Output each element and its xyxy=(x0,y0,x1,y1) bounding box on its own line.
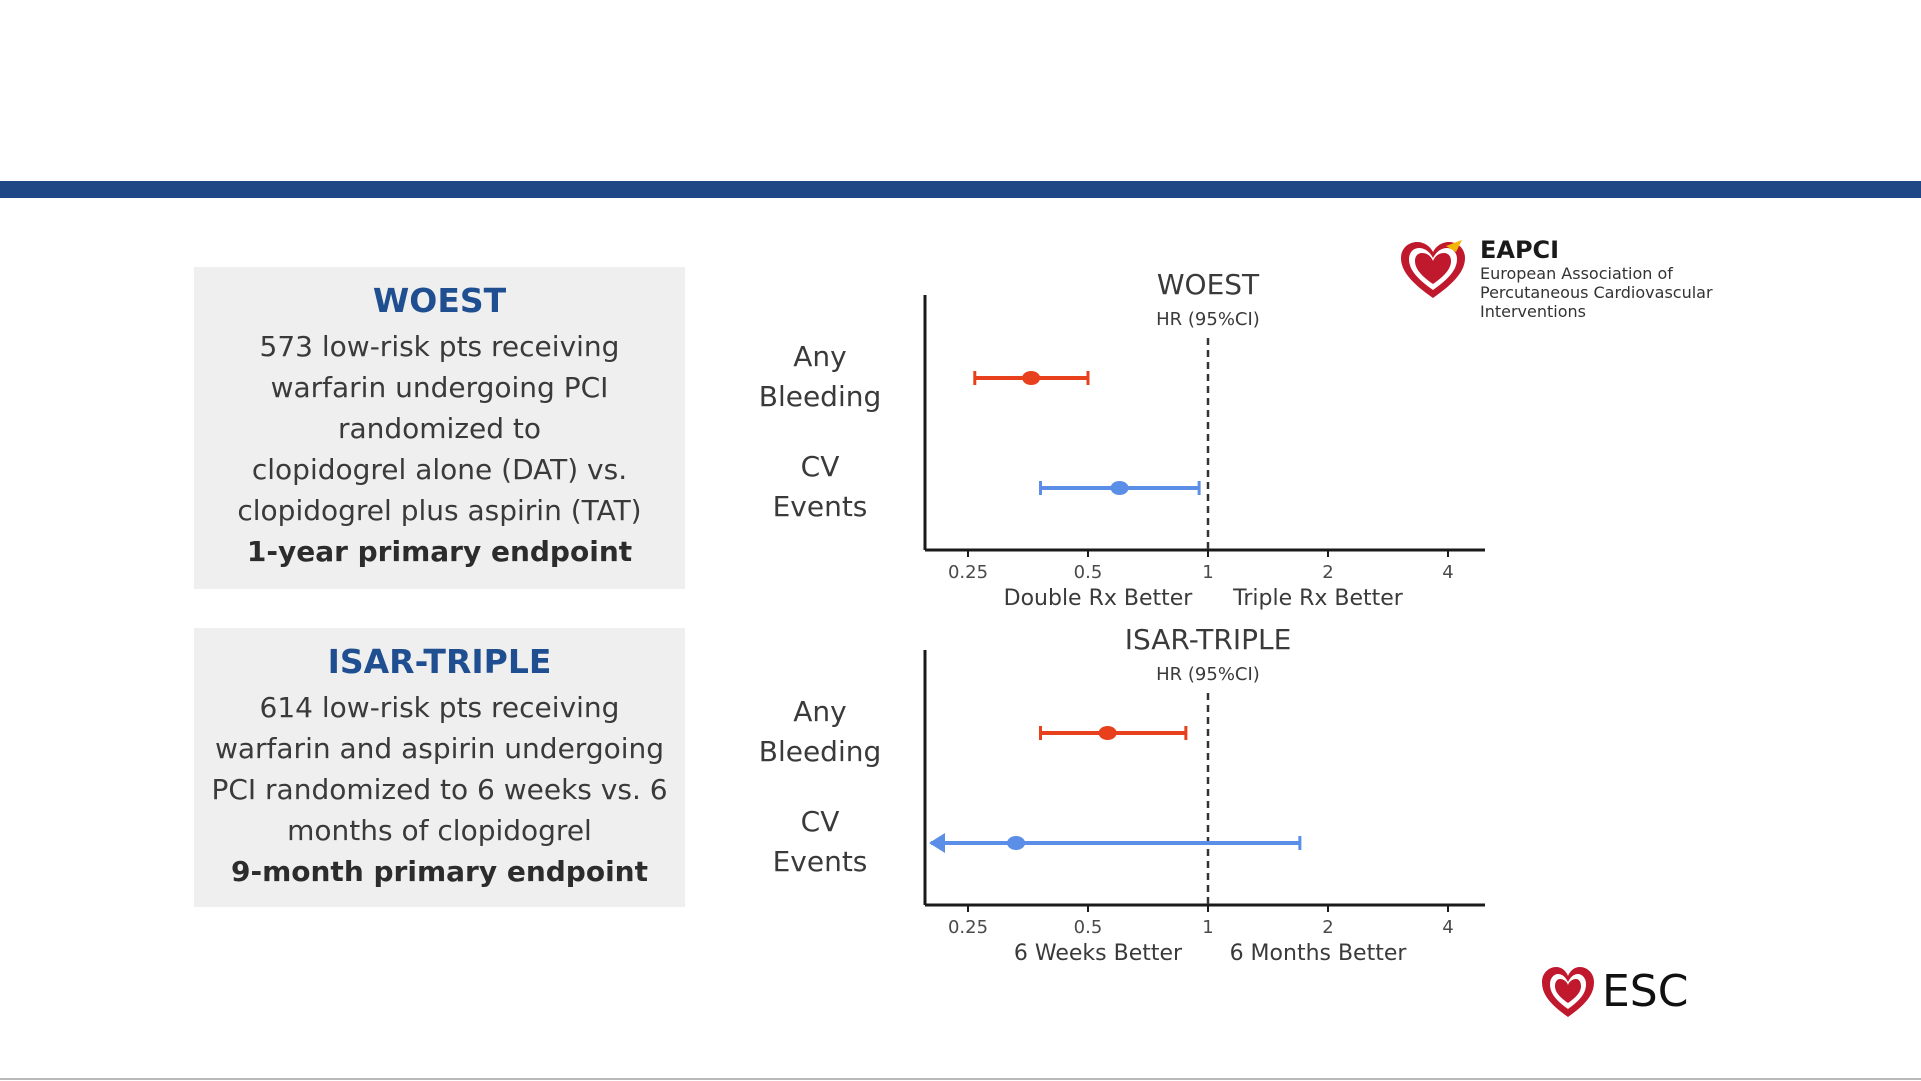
x-tick-label: 1 xyxy=(1202,917,1214,938)
hr-point xyxy=(1007,836,1025,850)
eapci-name: EAPCI xyxy=(1480,236,1560,264)
eapci-logo xyxy=(1398,236,1728,326)
woest-desc-line: randomized to xyxy=(337,412,542,445)
isar-desc-line: 614 low-risk pts receiving xyxy=(259,691,620,724)
hr-point xyxy=(1111,481,1129,495)
row-label: Any xyxy=(793,340,847,373)
row-label: Events xyxy=(772,490,868,523)
woest-endpoint: 1-year primary endpoint xyxy=(246,535,633,568)
row-label: CV xyxy=(800,450,840,483)
ci-arrow-left xyxy=(929,833,945,853)
x-tick-label: 0.25 xyxy=(947,562,989,583)
x-tick-label: 2 xyxy=(1322,562,1334,583)
esc-heart-icon xyxy=(1540,965,1596,1019)
plot-title: ISAR-TRIPLE xyxy=(1124,623,1292,656)
isar-forest-svg xyxy=(740,605,1520,965)
eapci-desc-line: Interventions xyxy=(1480,302,1586,321)
hr-point xyxy=(1022,371,1040,385)
esc-logo xyxy=(1540,962,1690,1022)
left-better-label: Double Rx Better xyxy=(1003,586,1193,610)
isar-desc-line: PCI randomized to 6 weeks vs. 6 xyxy=(211,773,668,806)
woest-box-title: WOEST xyxy=(372,281,507,320)
woest-desc-line: 573 low-risk pts receiving xyxy=(259,330,620,363)
woest-desc-line: clopidogrel plus aspirin (TAT) xyxy=(237,494,642,527)
plot-subtitle: HR (95%CI) xyxy=(1156,309,1260,330)
esc-name: ESC xyxy=(1602,966,1689,1017)
x-tick-label: 0.25 xyxy=(947,917,989,938)
row-label: Bleeding xyxy=(758,735,882,768)
footer-divider xyxy=(0,1078,1921,1080)
woest-summary-box xyxy=(194,267,685,589)
isar-box-title: ISAR-TRIPLE xyxy=(327,642,552,681)
right-better-label: 6 Months Better xyxy=(1229,941,1407,965)
eapci-desc-line: European Association of xyxy=(1480,264,1673,283)
isar-forest-plot xyxy=(740,605,1520,965)
x-tick-label: 2 xyxy=(1322,917,1334,938)
x-tick-label: 0.5 xyxy=(1073,562,1103,583)
row-label: Events xyxy=(772,845,868,878)
eapci-description xyxy=(1480,264,1713,321)
plot-subtitle: HR (95%CI) xyxy=(1156,664,1260,685)
woest-desc-line: clopidogrel alone (DAT) vs. xyxy=(251,453,628,486)
x-tick-label: 0.5 xyxy=(1073,917,1103,938)
isar-endpoint: 9-month primary endpoint xyxy=(230,855,648,888)
isar-desc-line: warfarin and aspirin undergoing xyxy=(214,732,665,765)
header-accent-bar xyxy=(0,181,1921,198)
isar-triple-summary-box xyxy=(194,628,685,907)
eapci-desc-line: Percutaneous Cardiovascular xyxy=(1480,283,1713,302)
eapci-heart-icon xyxy=(1398,240,1468,302)
plot-title: WOEST xyxy=(1156,268,1260,301)
x-tick-label: 4 xyxy=(1442,562,1454,583)
woest-desc-line: warfarin undergoing PCI xyxy=(270,371,609,404)
hr-point xyxy=(1099,726,1117,740)
left-better-label: 6 Weeks Better xyxy=(1013,941,1183,965)
row-label: CV xyxy=(800,805,840,838)
x-tick-label: 4 xyxy=(1442,917,1454,938)
row-label: Any xyxy=(793,695,847,728)
row-label: Bleeding xyxy=(758,380,882,413)
isar-desc-line: months of clopidogrel xyxy=(287,814,592,847)
x-tick-label: 1 xyxy=(1202,562,1214,583)
right-better-label: Triple Rx Better xyxy=(1233,586,1403,610)
